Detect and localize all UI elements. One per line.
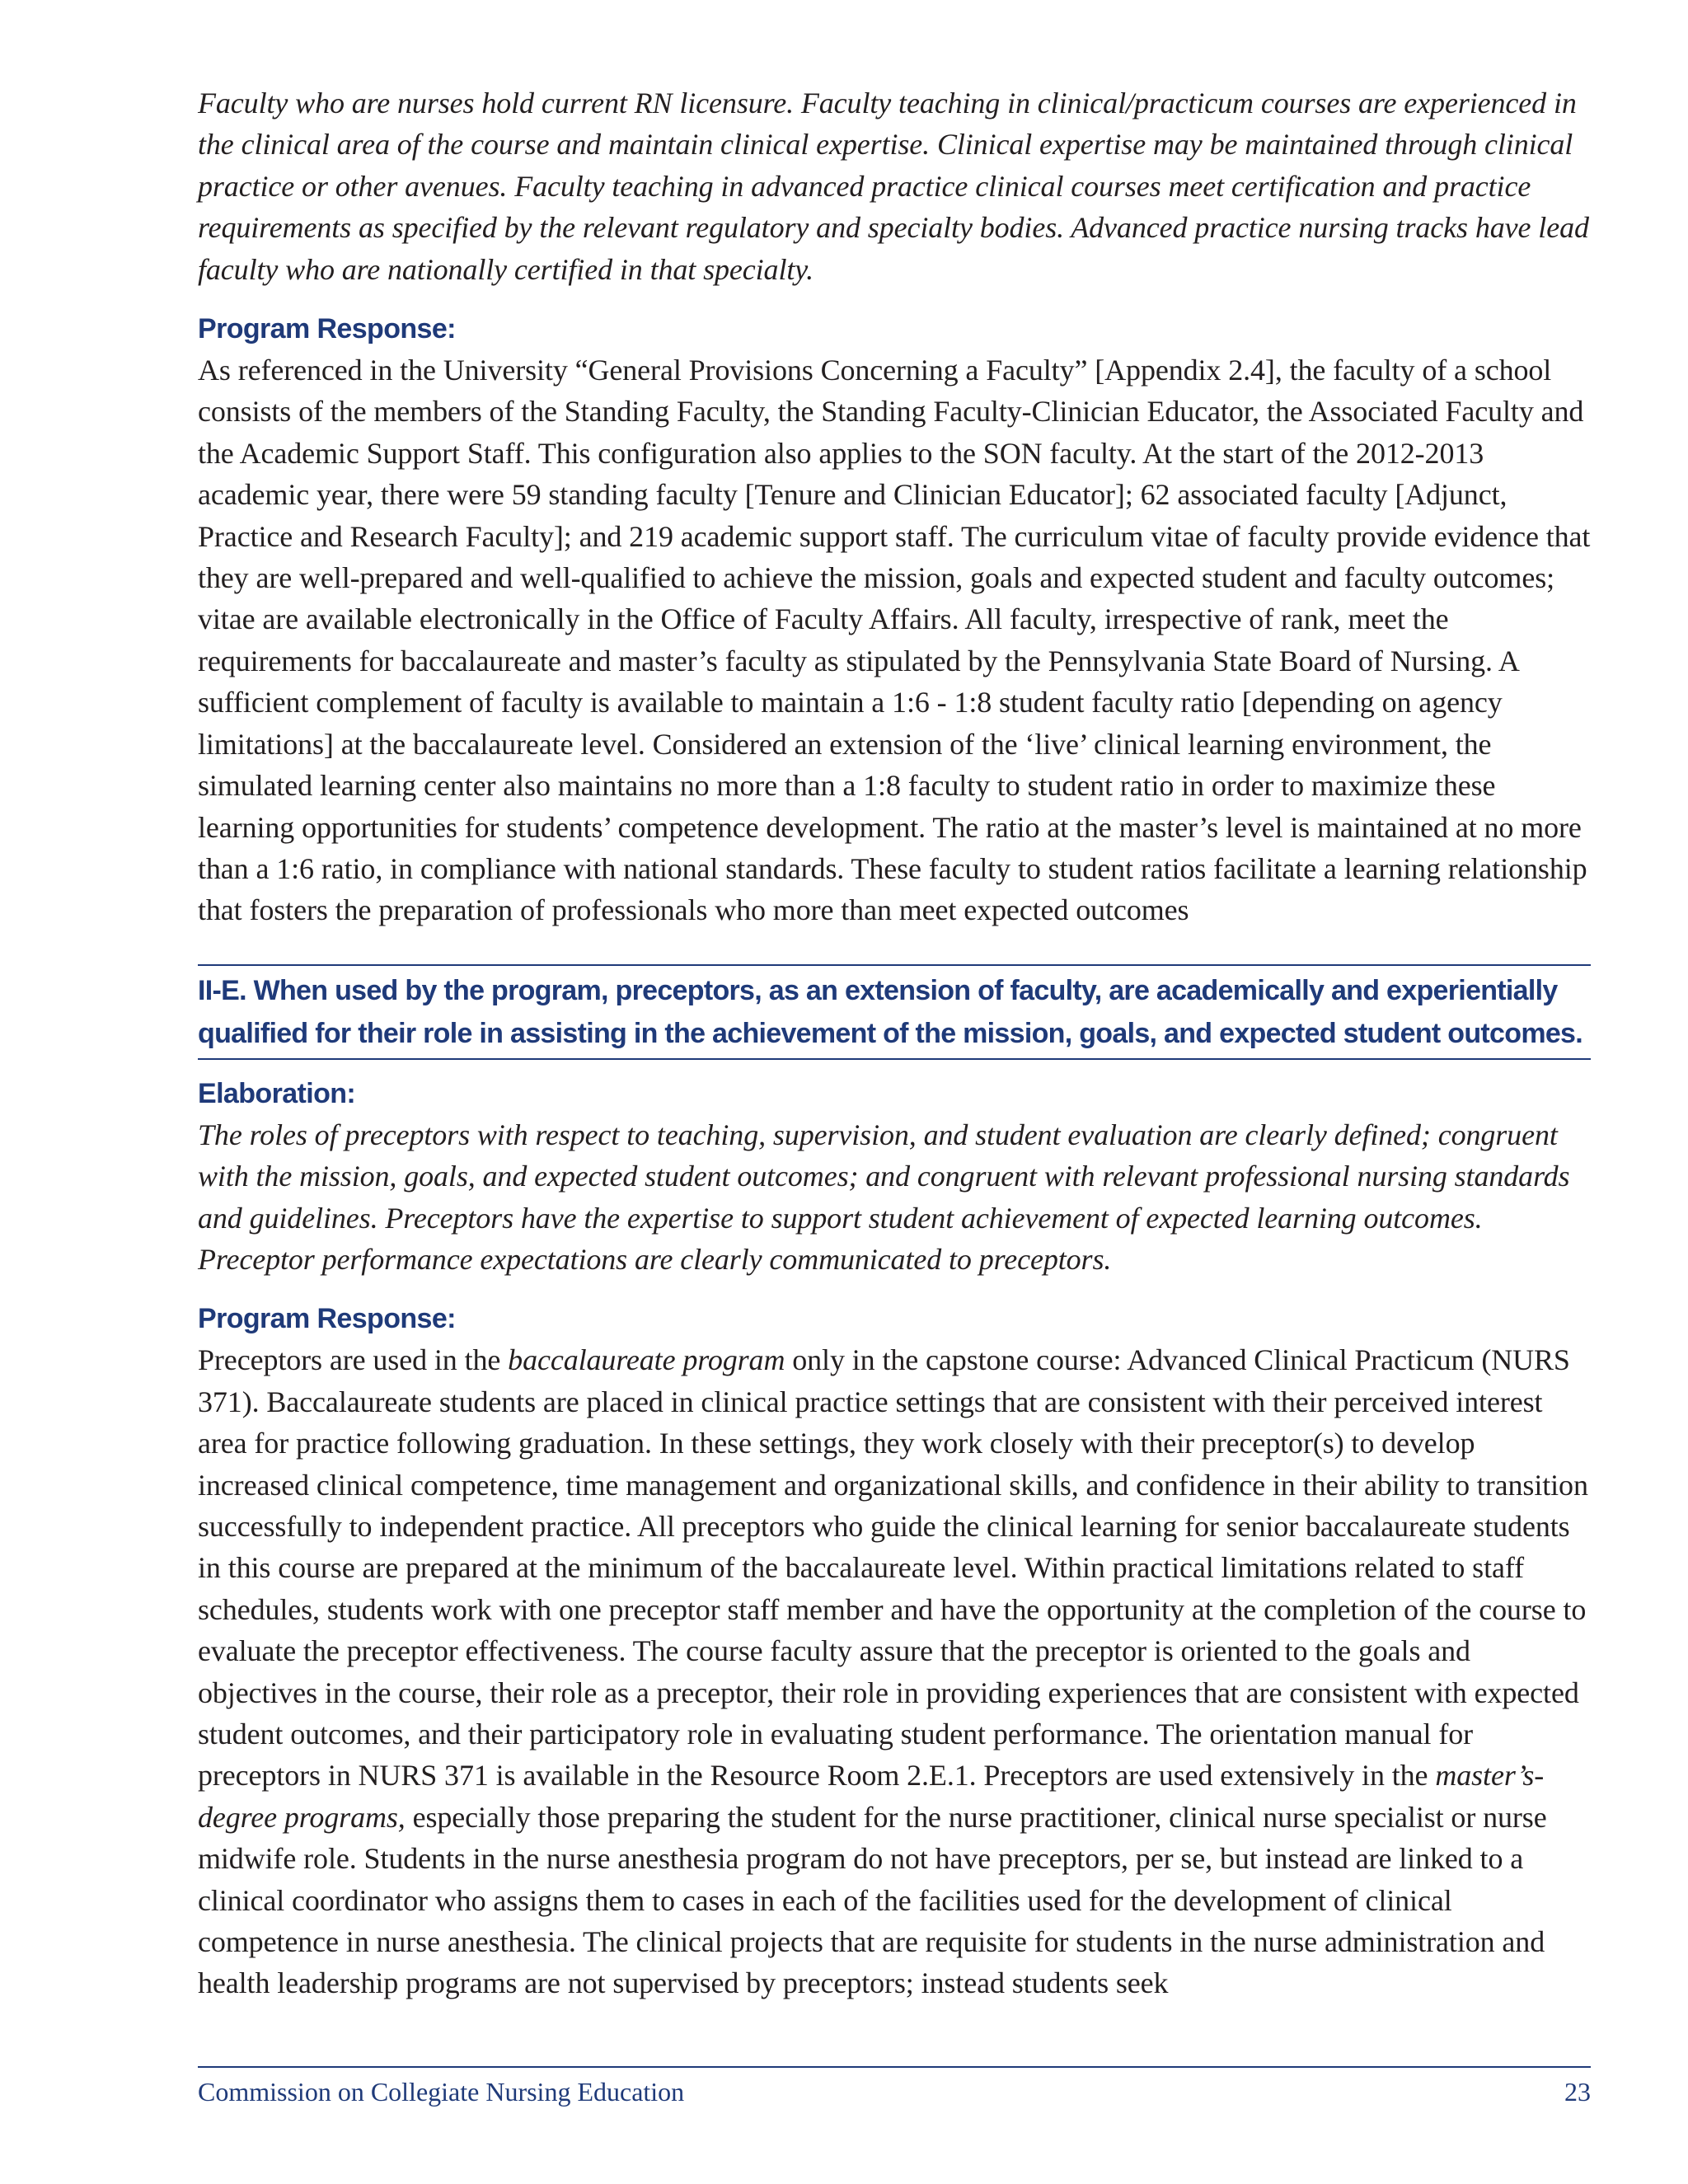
response-text-part-2: only in the capstone course: Advanced Clinical Practicum (NURS 371). Baccalaureate students are placed in clinical practice settings that are consistent with their perceived interest area for practice following graduation. In these settings, they work closely with their preceptor(s) to develop increased clinical competence, time management and organizational skills, and confidence in their ability to transition successfully to independent practice. All preceptors who guide the clinical learning for senior baccalaureate students in this course are prepared at the minimum of the baccalaureate level. Within practical limitations related to staff schedules, students work with one preceptor staff member and have the opportunity at the completion of the course to evaluate the preceptor effectiveness. The course faculty assure that the preceptor is oriented to the goals and objectives in the course, their role as a preceptor, their role in providing experiences that are consistent with expected student outcomes, and their participatory role in evaluating student performance. The orientation manual for preceptors in NURS 371 is available in the Resource Room 2.E.1. Preceptors are used extensively in the [198,1343,1588,1793]
elaboration-paragraph: The roles of preceptors with respect to teaching, supervision, and student evaluation are clearly defined; congruent with the mission, goals, and expected student outcomes; and congruent with relevant professional nursing standards and guidelines. Preceptors have the expertise to support student achievement of expected learning outcomes. Preceptor performance expectations are clearly communicated to preceptors. [198,1118,1570,1276]
program-response-paragraph-2 [198,1339,1591,2004]
program-response-paragraph: As referenced in the University “General Provisions Concerning a Faculty” [Appendix 2.4], the faculty of a school consists of the members of the Standing Faculty, the Standing Faculty-Clinician Educator, the Associated Faculty and the Academic Support Staff. This configuration also applies to the SON faculty. At the start of the 2012-2013 academic year, there were 59 standing faculty [Tenure and Clinician Educator]; 62 associated faculty [Adjunct, Practice and Research Faculty]; and 219 academic support staff. The curriculum vitae of faculty provide evidence that they are well-prepared and well-qualified to achieve the mission, goals and expected student and faculty outcomes; vitae are available electronically in the Office of Faculty Affairs. All faculty, irrespective of rank, meet the requirements for baccalaureate and master’s faculty as stipulated by the Pennsylvania State Board of Nursing. A sufficient complement of faculty is available to maintain a 1:6 - 1:8 student faculty ratio [depending on agency limitations] at the baccalaureate level. Considered an extension of the ‘live’ clinical learning environment, the simulated learning center also maintains no more than a 1:8 faculty to student ratio in order to maximize these learning opportunities for students’ competence development. The ratio at the master’s level is maintained at no more than a 1:6 ratio, in compliance with national standards. These faculty to student ratios facilitate a learning relationship that fosters the preparation of professionals who more than meet expected outcomes [198,354,1591,927]
page-number: 23 [1564,2077,1591,2107]
response-text-part-1: Preceptors are used in the [198,1343,509,1377]
response-text-part-3: especially those preparing the student for the nurse practitioner, clinical nurse specialist or nurse midwife role. Students in the nurse anesthesia program do not have preceptors, per se, but instead are linked to a clinical coordinator who assigns them to cases in each of the facilities used for the development of clinical competence in nurse anesthesia. The clinical projects that are requisite for students in the nurse administration and health leadership programs are not supervised by preceptors; instead students seek [198,1800,1547,2000]
footer-organization: Commission on Collegiate Nursing Education [198,2077,685,2107]
document-page [198,82,1591,2004]
standard-box [198,964,1591,1060]
intro-paragraph: Faculty who are nurses hold current RN licensure. Faculty teaching in clinical/practicum courses are experienced in the clinical area of the course and maintain clinical expertise. Clinical expertise may be maintained through clinical practice or other avenues. Faculty teaching in advanced practice clinical courses meet certification and practice requirements as specified by the relevant regulatory and specialty bodies. Advanced practice nursing tracks have lead faculty who are nationally certified in that specialty. [198,87,1589,286]
elaboration-heading: Elaboration: [198,1077,356,1109]
response-italic-baccalaureate: baccalaureate program [508,1343,785,1377]
footer-divider [198,2066,1591,2068]
response-italic-masters: master’s-degree programs, [198,1759,1545,1834]
program-response-heading-2: Program Response: [198,1303,456,1335]
standard-statement: II-E. When used by the program, preceptors, as an extension of faculty, are academically and experientially qualified for their role in assisting in the achievement of the mission, goals, and expected student outcomes. [198,974,1583,1049]
program-response-heading: Program Response: [198,313,456,345]
